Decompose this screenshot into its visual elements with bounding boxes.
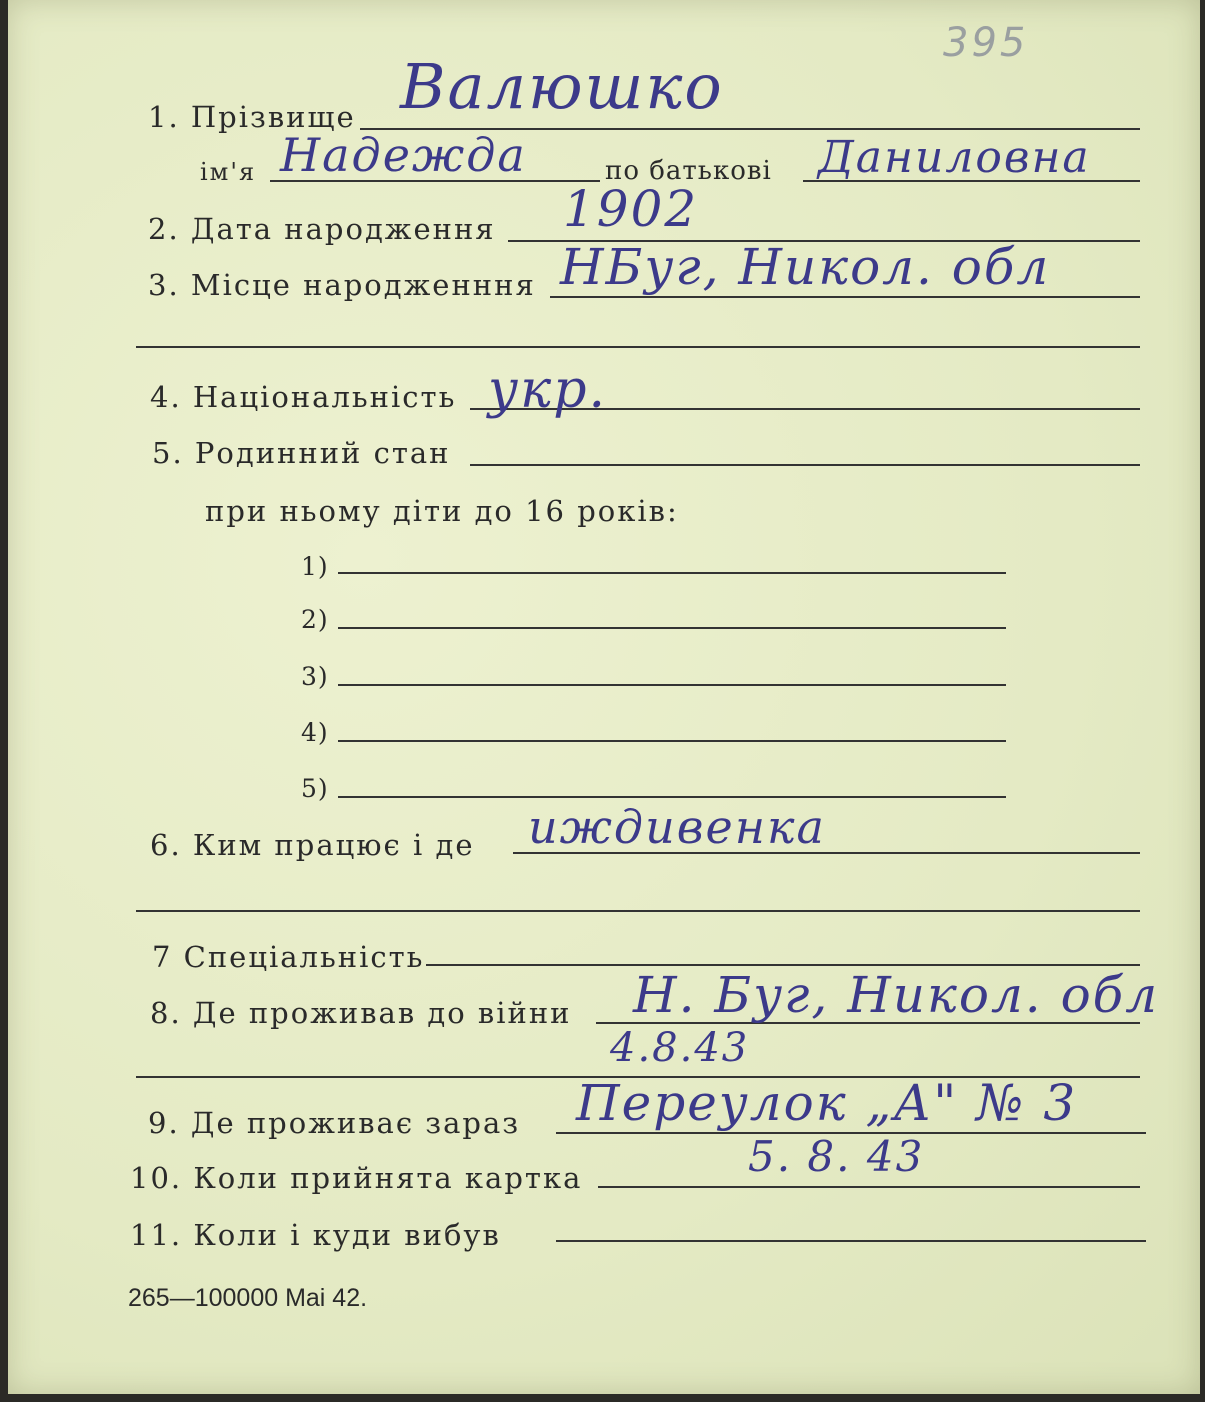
- label-birth-date: 2. Дата народження: [148, 212, 496, 246]
- label-first-name: ім'я: [200, 158, 257, 186]
- hw-nationality: укр.: [488, 360, 608, 420]
- line-card-accepted: [598, 1186, 1140, 1188]
- label-nationality: 4. Національність: [150, 380, 457, 414]
- hw-first-name: Надежда: [280, 128, 527, 182]
- label-birth-place: 3. Місце народженння: [148, 268, 536, 302]
- line-birth-place: [550, 296, 1140, 298]
- label-children: при ньому діти до 16 років:: [205, 494, 679, 528]
- line-child-1: [338, 572, 1006, 574]
- line-marital-status: [470, 464, 1140, 466]
- label-prewar-residence: 8. Де проживав до війни: [150, 996, 572, 1030]
- line-child-4: [338, 740, 1006, 742]
- label-surname: 1. Прізвище: [148, 100, 356, 134]
- label-departure: 11. Коли і куди вибув: [130, 1218, 501, 1252]
- line-child-2: [338, 627, 1006, 629]
- label-patronymic: по батькові: [605, 156, 772, 186]
- archive-number: 395: [943, 20, 1029, 66]
- print-code: 265—100000 Mai 42.: [128, 1284, 368, 1312]
- label-child-1: 1): [301, 552, 329, 581]
- label-current-residence: 9. Де проживає зараз: [148, 1106, 521, 1140]
- hw-current-residence: Переулок „А" № 3: [576, 1074, 1078, 1132]
- line-occupation-2: [136, 910, 1140, 912]
- hw-prewar-residence: Н. Буг, Никол. обл: [633, 966, 1160, 1024]
- label-child-4: 4): [301, 718, 329, 747]
- label-marital-status: 5. Родинний стан: [152, 436, 451, 470]
- hw-surname: Валюшко: [400, 50, 724, 123]
- line-birth-place-2: [136, 346, 1140, 348]
- hw-birth-place: НБуг, Никол. обл: [560, 238, 1051, 296]
- label-occupation: 6. Ким працює і де: [150, 828, 475, 862]
- registration-card: [8, 0, 1200, 1394]
- hw-card-accepted: 5. 8. 43: [748, 1132, 925, 1181]
- hw-prewar-date: 4.8.43: [610, 1025, 750, 1071]
- label-child-2: 2): [301, 605, 329, 634]
- line-child-3: [338, 684, 1006, 686]
- hw-patronymic: Даниловна: [818, 132, 1091, 183]
- label-child-5: 5): [301, 774, 329, 803]
- line-child-5: [338, 796, 1006, 798]
- line-departure: [556, 1240, 1146, 1242]
- label-card-accepted: 10. Коли прийнята картка: [130, 1161, 583, 1195]
- hw-occupation: иждивенка: [528, 800, 826, 854]
- label-child-3: 3): [301, 662, 329, 691]
- label-specialty: 7 Спеціальність: [152, 940, 425, 974]
- hw-birth-date: 1902: [563, 180, 699, 238]
